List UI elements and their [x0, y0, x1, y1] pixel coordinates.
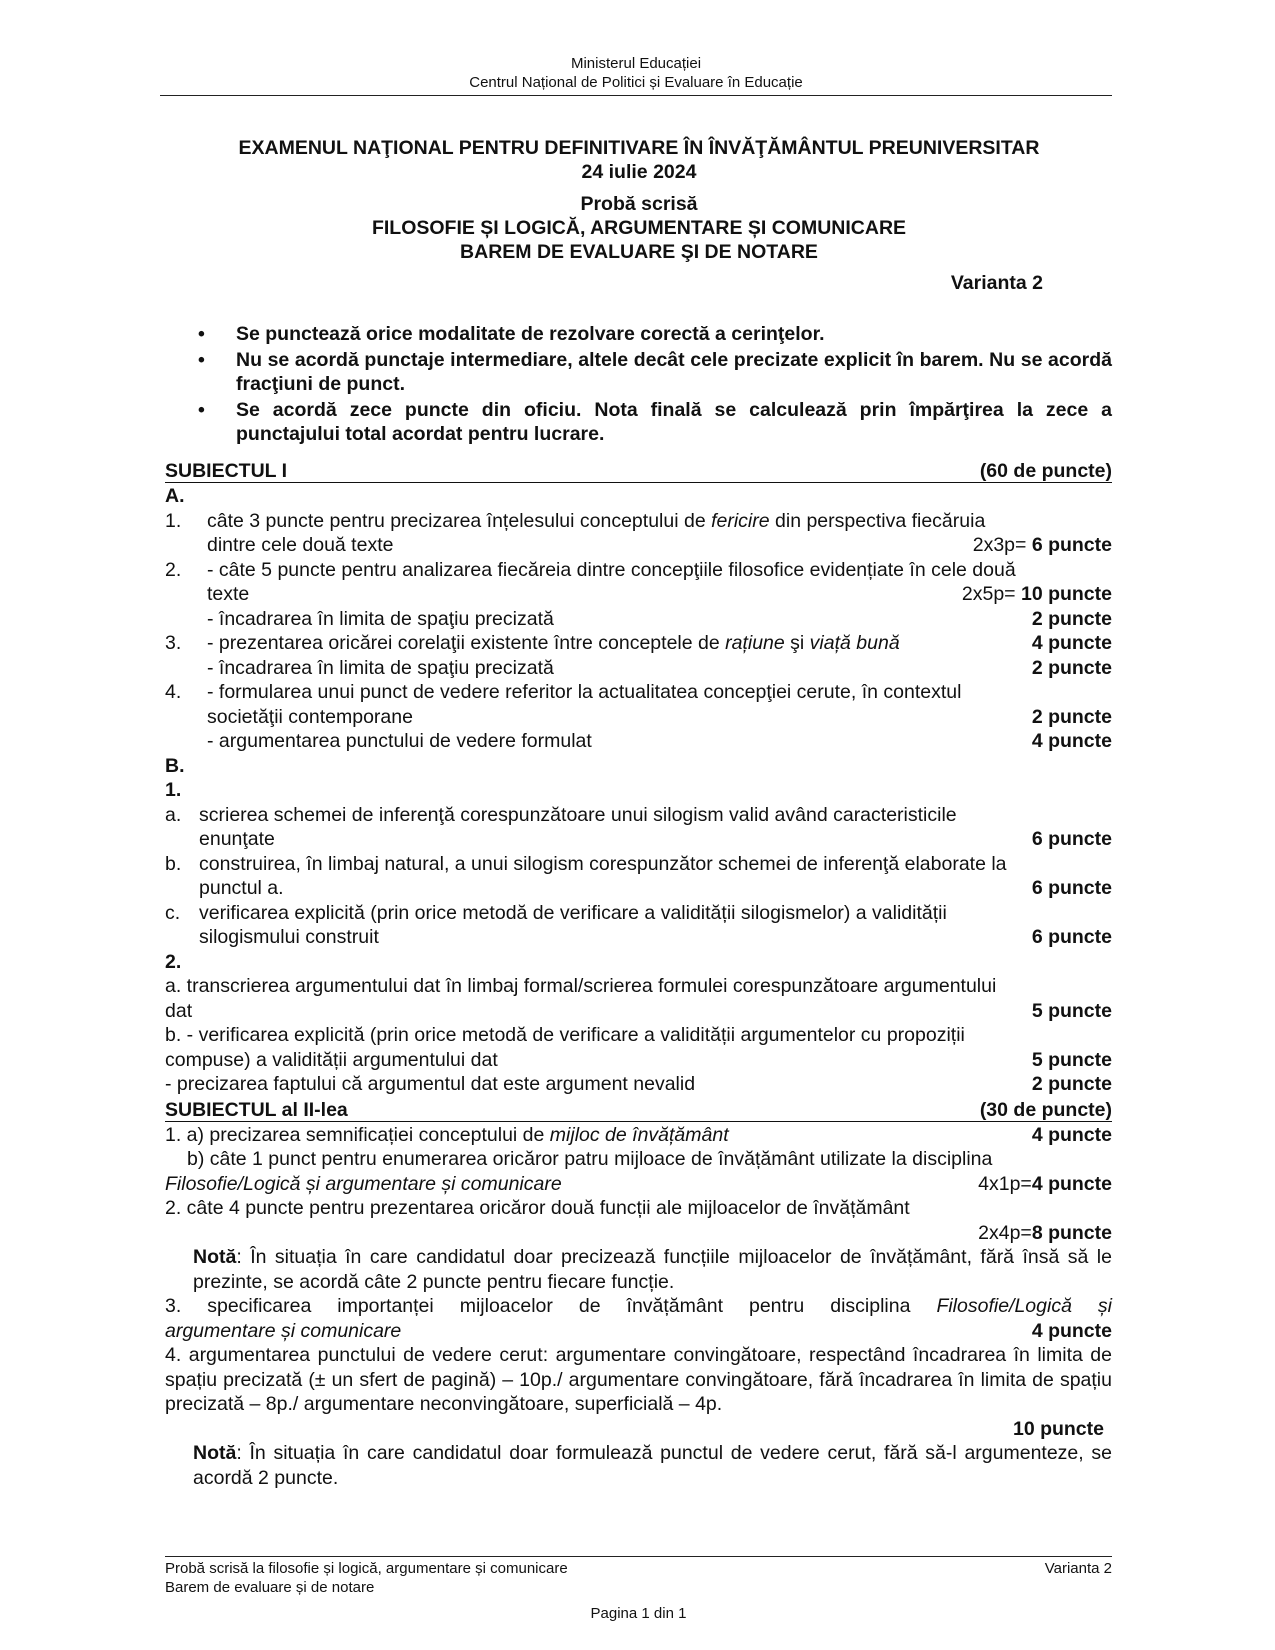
footer-variant: Varianta 2	[1044, 1560, 1112, 1577]
section-1-header	[165, 460, 1112, 483]
section-2-title: SUBIECTUL al II-lea	[165, 1098, 348, 1121]
section-1-title: SUBIECTUL I	[165, 460, 288, 482]
section-1-points: (60 de puncte)	[979, 460, 1112, 482]
item-b2b: b. - verificarea explicită (prin orice metodă de verificare a validității argumentelor cu propoziții compuse) a validității argumentului dat 5 puncte - precizarea faptului că argumentul dat este argument nevalid 2 puncte	[165, 1024, 1112, 1095]
section-2-points: (30 de puncte)	[979, 1098, 1112, 1121]
part-b2-label: 2.	[165, 950, 182, 973]
item-2-1: 1. a) precizarea semnificației conceptului de mijloc de învățământ 4 puncte b) câte 1 punct pentru enumerarea oricăror patru mijloace de învățământ utilizate la disciplina Filosofie/Logică și argumentare și comunicare 4x1p=4 puncte	[165, 1123, 1112, 1195]
section-2-header	[165, 1099, 1112, 1122]
bullet-icon: •	[198, 349, 205, 371]
note-2-4: Notă: În situația în care candidatul doar formulează punctul de vedere cerut, fără să-l argumenteze, se acordă 2 puncte.	[193, 1442, 1112, 1489]
footer-subject: Probă scrisă la filosofie și logică, argumentare și comunicare	[165, 1560, 568, 1577]
item-a4: 4. - formularea unui punct de vedere referitor la actualitatea concepţiei cerute, în contextul societăţii contemporane 2 puncte - argumentarea punctului de vedere formulat 4 puncte	[165, 681, 1112, 752]
exam-subject: FILOSOFIE ȘI LOGICĂ, ARGUMENTARE ȘI COMUNICARE	[371, 217, 907, 239]
page-number: Pagina 1 din 1	[590, 1605, 687, 1622]
part-b1-label: 1.	[165, 779, 182, 801]
bullet-icon: •	[198, 399, 205, 421]
note-2-2: Notă: În situația în care candidatul doar precizează funcțiile mijloacelor de învățământ, fără însă să le prezinte, se acordă câte 2 puncte pentru fiecare funcție.	[193, 1246, 1112, 1293]
footer-barem: Barem de evaluare și de notare	[165, 1579, 375, 1596]
barem-content	[165, 460, 1112, 1490]
bullet-icon: •	[198, 323, 205, 345]
page-footer	[165, 1556, 1112, 1623]
part-b-label: B.	[165, 754, 185, 777]
item-b2a: a. transcrierea argumentului dat în limbaj formal/scrierea formulei corespunzătoare argumentului dat 5 puncte	[165, 975, 1112, 1022]
exam-date: 24 iulie 2024	[581, 161, 697, 183]
item-a3: 3. - prezentarea oricărei corelaţii existente între conceptele de rațiune şi viață bună 4 puncte - încadrarea în limita de spaţiu precizată 2 puncte	[165, 632, 1112, 679]
rule-item: • Nu se acordă punctaje intermediare, altele decât cele precizate explicit în barem. Nu se acordă fracţiuni de punct.	[198, 349, 1112, 395]
item-2-2: 2. câte 4 puncte pentru prezentarea oricăror două funcții ale mijloacelor de învățământ 2x4p=8 puncte Notă: În situația în care candidatul doar precizează funcțiile mijloacelor de învățământ, fără însă să le prezinte, se acordă câte 2 puncte pentru fiecare funcție.	[165, 1197, 1112, 1293]
item-a2: 2. - câte 5 puncte pentru analizarea fiecăreia dintre concepţiile filosofice evidențiate în cele două texte 2x5p= 10 puncte - încadrarea în limita de spaţiu precizată 2 puncte	[165, 558, 1112, 630]
exam-type: Probă scrisă	[580, 193, 698, 215]
barem-title: BAREM DE EVALUARE ŞI DE NOTARE	[460, 241, 818, 263]
item-2-4: 4. argumentarea punctului de vedere cerut: argumentare convingătoare, respectând încadrarea în limita de spațiu precizată (± un sfert de pagină) – 10p./ argumentare convingătoare, fără încadrarea în limita de spațiu precizată – 8p./ argumentare neconvingătoare, superficială – 4p. 10 puncte Notă: În situația în care candidatul doar formulează punctul de vedere cerut, fără să-l argumenteze, se acordă 2 puncte.	[165, 1344, 1112, 1489]
variant-label: Varianta 2	[950, 272, 1043, 294]
general-rules	[196, 322, 1112, 448]
rule-item: • Se acordă zece puncte din oficiu. Nota finală se calculează prin împărţirea la zece a punctajului total acordat pentru lucrare.	[198, 399, 1112, 445]
item-b1b: b. construirea, în limbaj natural, a unui silogism corespunzător schemei de inferenţă elaborate la punctul a. 6 puncte	[165, 852, 1112, 899]
item-a1: 1. câte 3 puncte pentru precizarea înțelesului conceptului de fericire din perspectiva fiecăruia dintre cele două texte 2x3p= 6 puncte	[165, 509, 1112, 556]
item-b1c: c. verificarea explicită (prin orice metodă de verificare a validității silogismelor) a validității silogismului construit 6 puncte	[165, 901, 1112, 948]
page-header	[160, 54, 1112, 96]
exam-title-block	[160, 136, 1118, 264]
item-b1a: a. scrierea schemei de inferenţă corespunzătoare unui silogism valid având caracteristicile enunţate 6 puncte	[165, 803, 1112, 850]
center-name: Centrul Național de Politici și Evaluare în Educație	[469, 74, 803, 91]
ministry-name: Ministerul Educației	[570, 55, 702, 72]
item-2-3: 3. specificarea importanței mijloacelor de învățământ pentru disciplina Filosofie/Logică și argumentare și comunicare 4 puncte	[165, 1295, 1112, 1342]
exam-title: EXAMENUL NAŢIONAL PENTRU DEFINITIVARE ÎN ÎNVĂŢĂMÂNTUL PREUNIVERSITAR	[238, 137, 1040, 159]
rule-item: • Se punctează orice modalitate de rezolvare corectă a cerinţelor.	[198, 323, 825, 345]
part-a-label: A.	[165, 485, 185, 507]
